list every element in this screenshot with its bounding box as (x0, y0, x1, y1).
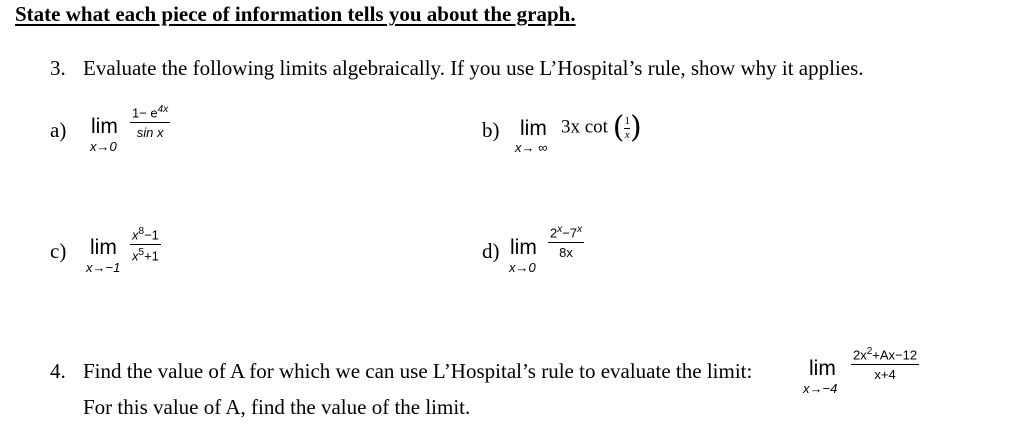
part-a-lim: lim (91, 115, 118, 138)
part-d-fraction (548, 224, 584, 260)
part-a-lim-subscript: x→0 (90, 139, 117, 154)
question-4-fraction (851, 346, 919, 382)
question-4-numerator: $2x^2+Ax-12$ (853, 346, 918, 363)
question-4-text: Find the value of A for which we can use L’Hospital’s rule to evaluate the limit: (83, 359, 753, 383)
part-b-label: b) (482, 118, 500, 142)
worksheet-heading: State what each piece of information tells you about the graph. (15, 2, 576, 26)
part-b-left-paren: ( (612, 110, 625, 145)
part-d-label: d) (482, 239, 500, 263)
part-a-fraction-bar (130, 122, 170, 123)
part-b-expression (561, 110, 642, 145)
question-4-lim: lim (809, 357, 836, 380)
part-c-lim: lim (90, 236, 117, 259)
part-d-denominator: 8x (559, 245, 573, 261)
part-a-numerator: $1- e^{4x}$ (132, 104, 169, 121)
part-c-fraction (130, 226, 161, 264)
part-c-lim-subscript: x→−1 (86, 260, 121, 275)
part-a-label: a) (50, 118, 67, 142)
part-c-numerator: $x^8-1$ (132, 226, 159, 243)
question-4-denominator: x+4 (874, 367, 896, 383)
part-b-lim-subscript: x→ ∞ (515, 140, 548, 155)
part-a-fraction (130, 104, 170, 140)
part-a-denominator: sin x (136, 125, 164, 141)
part-d-fraction-bar (548, 242, 584, 243)
part-b-right-paren: ) (629, 110, 642, 145)
part-d-numerator: $2^x-7^x$ (550, 224, 583, 241)
part-d-lim-subscript: x→0 (509, 260, 536, 275)
part-b-lim: lim (520, 117, 547, 140)
part-b-cot-term: 3x cot (561, 116, 608, 138)
question-4-lim-subscript: x→−4 (803, 381, 838, 396)
part-b-inner-fraction: $\frac{1}{x}$ (624, 114, 630, 141)
part-c-label: c) (50, 239, 67, 263)
question-4-number: 4. (50, 359, 66, 383)
question-3-number: 3. (50, 56, 66, 80)
question-3-text: Evaluate the following limits algebraically. If you use L’Hospital’s rule, show why it applies. (83, 56, 864, 80)
part-c-fraction-bar (130, 244, 161, 245)
question-4-followup: For this value of A, find the value of the limit. (83, 395, 471, 419)
question-4-fraction-bar (851, 364, 919, 365)
part-c-denominator: $x^5+1$ (132, 247, 159, 264)
part-d-lim: lim (510, 236, 537, 259)
